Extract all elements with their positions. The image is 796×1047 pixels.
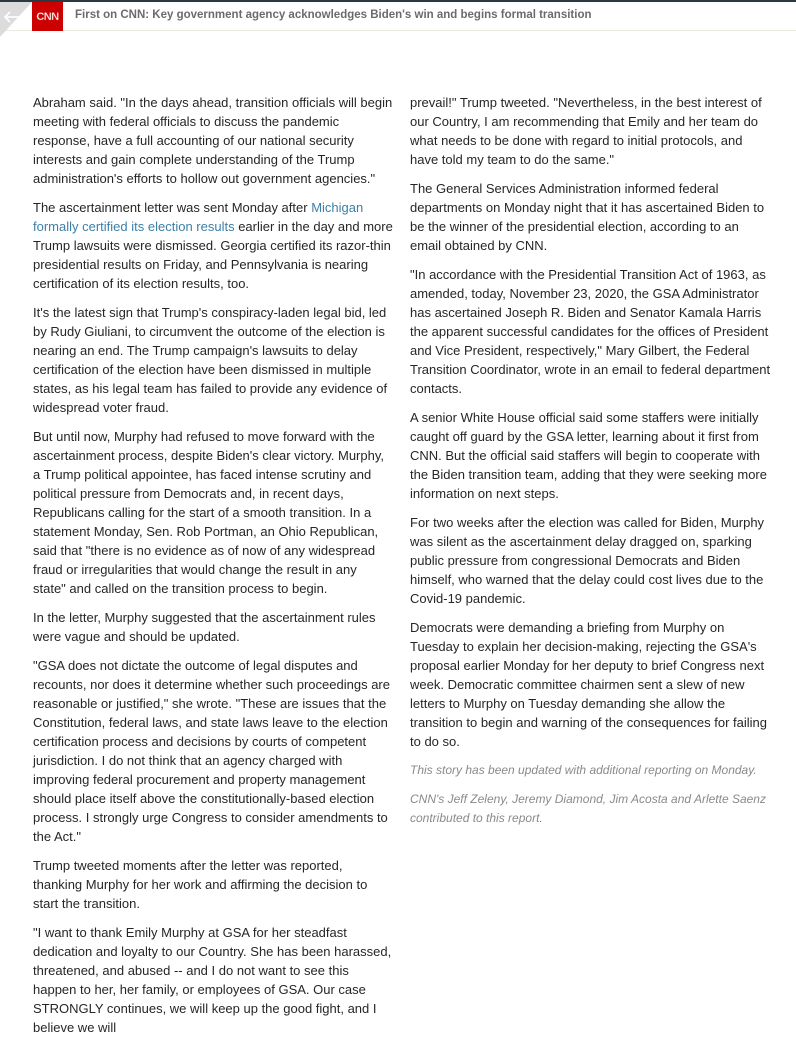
paragraph: But until now, Murphy had refused to move forward with the ascertainment process, despite Biden's clear victory. Murphy, a Trump political appointee, has faced intense scrutiny and political pressure from Democrats and, in recent days, Republicans calling for the start of a smooth transition. In a statement Monday, Sen. Rob Portman, an Ohio Republican, said that "there is no evidence as of now of any widespread fraud or irregularities that would change the result in any state" and called on the transition process to begin. xyxy=(33,429,384,596)
paragraph: "In accordance with the Presidential Transition Act of 1963, as amended, today, November 23, 2020, the GSA Administrator has ascertained Joseph R. Biden and Senator Kamala Harris the apparent successful candidates for the offices of President and Vice President, respectively," Mary Gilbert, the Federal Transition Coordinator, wrote in an email to federal department contacts. xyxy=(410,267,771,396)
cnn-logo-text: CNN xyxy=(36,10,59,23)
back-button[interactable] xyxy=(0,2,32,37)
article-headline: First on CNN: Key government agency acknowledges Biden's win and begins formal transition xyxy=(75,9,592,21)
editor-note-update: This story has been updated with additional reporting on Monday. xyxy=(410,763,757,777)
paragraph: Abraham said. "In the days ahead, transition officials will begin meeting with federal officials to discuss the pandemic response, have a full accounting of our national security interests and gain complete understanding of the Trump administration's efforts to hollow out government agencies." xyxy=(33,95,393,186)
paragraph: Trump tweeted moments after the letter was reported, thanking Murphy for her work and affirming the decision to start the transition. xyxy=(33,858,368,911)
arrow-left-icon xyxy=(0,2,32,37)
paragraph: For two weeks after the election was called for Biden, Murphy was silent as the ascertainment delay dragged on, sparking public pressure from congressional Democrats and Biden himself, who warned that the delay could cost lives due to the Covid-19 pandemic. xyxy=(410,515,765,606)
paragraph: It's the latest sign that Trump's conspiracy-laden legal bid, led by Rudy Giuliani, to circumvent the outcome of the election is nearing an end. The Trump campaign's lawsuits to delay certification of the election have been dismissed in multiple states, as his legal team has failed to provide any evidence of widespread voter fraud. xyxy=(33,305,388,415)
michigan-certified-link[interactable]: Michigan formally certified its election results xyxy=(33,200,364,234)
editor-note-contributors: CNN's Jeff Zeleny, Jeremy Diamond, Jim Acosta and Arlette Saenz contributed to this report. xyxy=(410,792,766,825)
paragraph: "I want to thank Emily Murphy at GSA for her steadfast dedication and loyalty to our Country. She has been harassed, threatened, and abused -- and I do not want to see this happen to her, her family, or employees of GSA. Our case STRONGLY continues, we will keep up the good fight, and I believe we will xyxy=(33,925,392,1035)
paragraph: "GSA does not dictate the outcome of legal disputes and recounts, nor does it determine whether such proceedings are reasonable or justified," she wrote. "These are issues that the Constitution, federal laws, and state laws leave to the election certification process and decisions by courts of competent jurisdiction. I do not think that an agency charged with improving federal procurement and property management should place itself above the constitutionally-based election process. I strongly urge Congress to consider amendments to the Act." xyxy=(33,658,390,844)
article-header-bar xyxy=(0,2,796,31)
paragraph: prevail!" Trump tweeted. "Nevertheless, in the best interest of our Country, I am recommending that Emily and her team do what needs to be done with regard to initial protocols, and have told my team to do the same." xyxy=(410,95,762,167)
paragraph xyxy=(33,198,393,293)
paragraph-text: earlier in the day and more Trump lawsuits were dismissed. Georgia certified its razor-thin presidential results on Friday, and Pennsylvania is nearing certification of its election results, too. xyxy=(33,219,393,291)
article-column-left xyxy=(33,93,393,1047)
paragraph-text: The ascertainment letter was sent Monday after xyxy=(33,200,312,215)
paragraph: The General Services Administration informed federal departments on Monday night that it has ascertained Biden to be the winner of the presidential election, according to an email obtained by CNN. xyxy=(410,181,765,253)
paragraph: In the letter, Murphy suggested that the ascertainment rules were vague and should be updated. xyxy=(33,610,376,644)
cnn-logo[interactable] xyxy=(32,2,63,31)
article-column-right xyxy=(410,93,772,838)
paragraph: Democrats were demanding a briefing from Murphy on Tuesday to explain her decision-making, rejecting the GSA's proposal earlier Monday for her deputy to brief Congress next week. Democratic committee chairmen sent a slew of new letters to Murphy on Tuesday demanding she allow the transition to begin and warning of the consequences for failing to do so. xyxy=(410,620,768,749)
paragraph: A senior White House official said some staffers were initially caught off guard by the GSA letter, learning about it first from CNN. But the official said staffers will begin to cooperate with the Biden transition team, adding that they were seeking more information on next steps. xyxy=(410,410,767,501)
